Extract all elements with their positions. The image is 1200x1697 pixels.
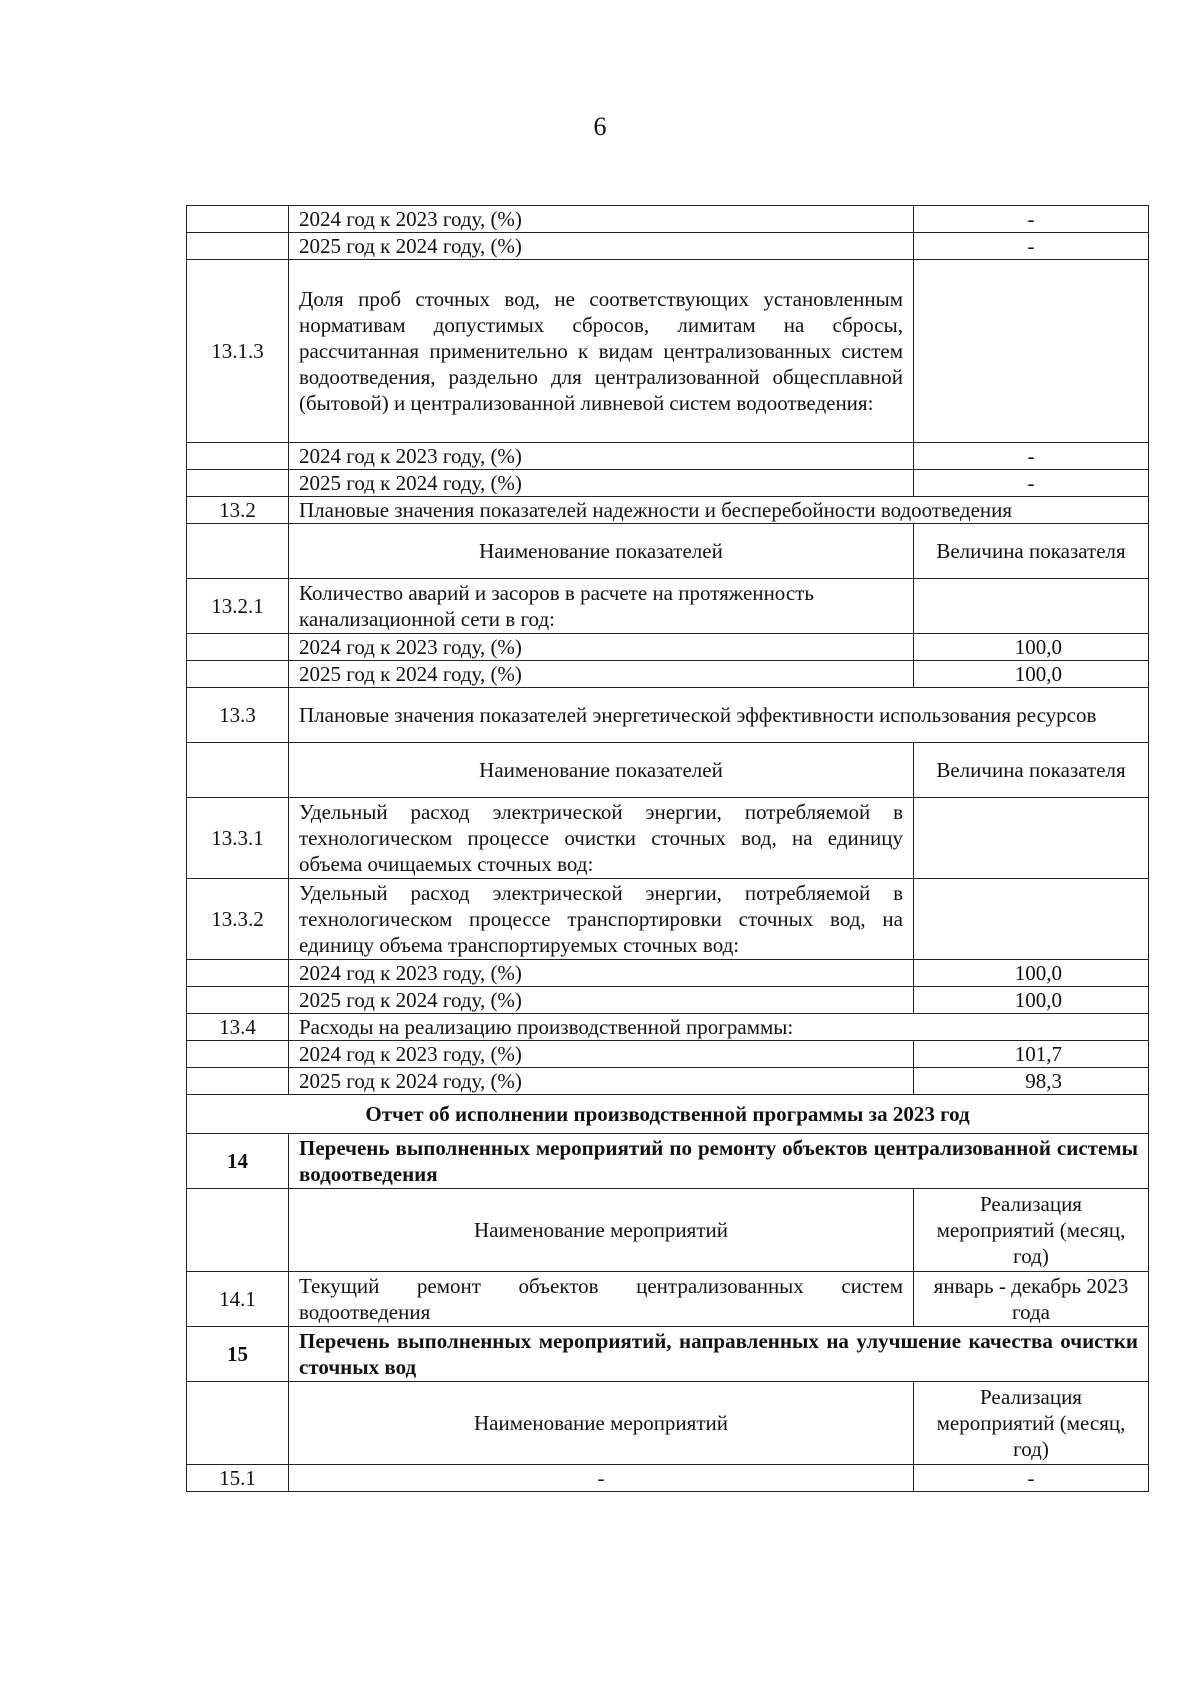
column-header-value: Реализация мероприятий (месяц, год) (914, 1189, 1149, 1272)
row-label: 2025 год к 2024 году, (%) (289, 233, 914, 260)
table-row (187, 206, 1149, 233)
header-row (187, 743, 1149, 798)
row-value: 98,3 (914, 1068, 1149, 1095)
table-row (187, 233, 1149, 260)
report-title: Отчет об исполнении производственной программы за 2023 год (187, 1095, 1149, 1134)
row-label: 2024 год к 2023 году, (%) (289, 443, 914, 470)
section-text: Количество аварий и засоров в расчете на протяженность канализационной сети в год: (289, 579, 914, 634)
section-number: 13.3.1 (187, 798, 289, 879)
value-cell (914, 579, 1149, 634)
page-number: 6 (593, 112, 607, 141)
row-label: 2025 год к 2024 году, (%) (289, 987, 914, 1014)
header-row (187, 524, 1149, 579)
row-label: 2024 год к 2023 году, (%) (289, 960, 914, 987)
section-row-15 (187, 1327, 1149, 1382)
row-value: 100,0 (914, 960, 1149, 987)
table-row (187, 1068, 1149, 1095)
column-header-name: Наименование мероприятий (289, 1382, 914, 1465)
number-cell (187, 1068, 289, 1095)
section-row-15-1 (187, 1465, 1149, 1492)
number-cell (187, 960, 289, 987)
number-cell (187, 206, 289, 233)
row-value: 100,0 (914, 987, 1149, 1014)
header-row (187, 1382, 1149, 1465)
section-row-13-3-2 (187, 879, 1149, 960)
section-row-13-2 (187, 497, 1149, 524)
row-value: - (914, 443, 1149, 470)
row-value: - (914, 206, 1149, 233)
section-row-13-1-3 (187, 260, 1149, 443)
row-label: 2024 год к 2023 году, (%) (289, 206, 914, 233)
section-row-13-3 (187, 688, 1149, 743)
value-cell (914, 798, 1149, 879)
section-text: Удельный расход электрической энергии, потребляемой в технологическом процессе очистки сточных вод, на единицу объема очищаемых сточных вод: (289, 798, 914, 879)
section-text: Плановые значения показателей энергетической эффективности использования ресурсов (289, 688, 1149, 743)
section-number: 13.3.2 (187, 879, 289, 960)
table-row (187, 960, 1149, 987)
number-cell (187, 443, 289, 470)
value-cell (914, 260, 1149, 443)
section-number: 13.3 (187, 688, 289, 743)
section-text: Перечень выполненных мероприятий, направленных на улучшение качества очистки сточных вод (289, 1327, 1149, 1382)
row-value: январь - декабрь 2023 года (914, 1272, 1149, 1327)
section-number: 13.1.3 (187, 260, 289, 443)
section-text: Текущий ремонт объектов централизованных систем водоотведения (289, 1272, 914, 1327)
column-header-value: Величина показателя (914, 524, 1149, 579)
section-text: Плановые значения показателей надежности и бесперебойности водоотведения (289, 497, 1149, 524)
row-label: 2025 год к 2024 году, (%) (289, 1068, 914, 1095)
section-row-14-1 (187, 1272, 1149, 1327)
column-header-name: Наименование мероприятий (289, 1189, 914, 1272)
section-text: Удельный расход электрической энергии, потребляемой в технологическом процессе транспортировки сточных вод, на единицу объема транспортируемых сточных вод: (289, 879, 914, 960)
number-cell (187, 524, 289, 579)
section-text: Перечень выполненных мероприятий по ремонту объектов централизованной системы водоотведения (289, 1134, 1149, 1189)
report-title-row (187, 1095, 1149, 1134)
section-number: 13.4 (187, 1014, 289, 1041)
number-cell (187, 233, 289, 260)
section-row-13-2-1 (187, 579, 1149, 634)
column-header-name: Наименование показателей (289, 524, 914, 579)
number-cell (187, 1382, 289, 1465)
table-row (187, 1041, 1149, 1068)
section-row-14 (187, 1134, 1149, 1189)
table-row (187, 443, 1149, 470)
header-row (187, 1189, 1149, 1272)
column-header-value: Реализация мероприятий (месяц, год) (914, 1382, 1149, 1465)
number-cell (187, 1189, 289, 1272)
section-text: Расходы на реализацию производственной программы: (289, 1014, 1149, 1041)
section-text: - (289, 1465, 914, 1492)
section-row-13-3-1 (187, 798, 1149, 879)
row-value: 100,0 (914, 634, 1149, 661)
number-cell (187, 661, 289, 688)
row-label: 2024 год к 2023 году, (%) (289, 1041, 914, 1068)
table-row (187, 634, 1149, 661)
number-cell (187, 743, 289, 798)
number-cell (187, 470, 289, 497)
indicators-table (186, 205, 1149, 1492)
row-value: 101,7 (914, 1041, 1149, 1068)
table-row (187, 661, 1149, 688)
column-header-name: Наименование показателей (289, 743, 914, 798)
section-number: 13.2.1 (187, 579, 289, 634)
section-number: 14 (187, 1134, 289, 1189)
row-value: - (914, 470, 1149, 497)
value-cell (914, 879, 1149, 960)
row-label: 2024 год к 2023 году, (%) (289, 634, 914, 661)
table-row (187, 470, 1149, 497)
row-value: - (914, 1465, 1149, 1492)
row-label: 2025 год к 2024 году, (%) (289, 470, 914, 497)
row-label: 2025 год к 2024 году, (%) (289, 661, 914, 688)
section-number: 15.1 (187, 1465, 289, 1492)
column-header-value: Величина показателя (914, 743, 1149, 798)
number-cell (187, 987, 289, 1014)
number-cell (187, 634, 289, 661)
number-cell (187, 1041, 289, 1068)
section-number: 13.2 (187, 497, 289, 524)
row-value: - (914, 233, 1149, 260)
row-value: 100,0 (914, 661, 1149, 688)
section-row-13-4 (187, 1014, 1149, 1041)
table-row (187, 987, 1149, 1014)
section-number: 14.1 (187, 1272, 289, 1327)
section-text: Доля проб сточных вод, не соответствующих установленным нормативам допустимых сбросов, лимитам на сбросы, рассчитанная применительно к видам централизованных систем водоотведения, раздельно для централизованной общесплавной (бытовой) и централизованной ливневой систем водоотведения: (289, 260, 914, 443)
section-number: 15 (187, 1327, 289, 1382)
